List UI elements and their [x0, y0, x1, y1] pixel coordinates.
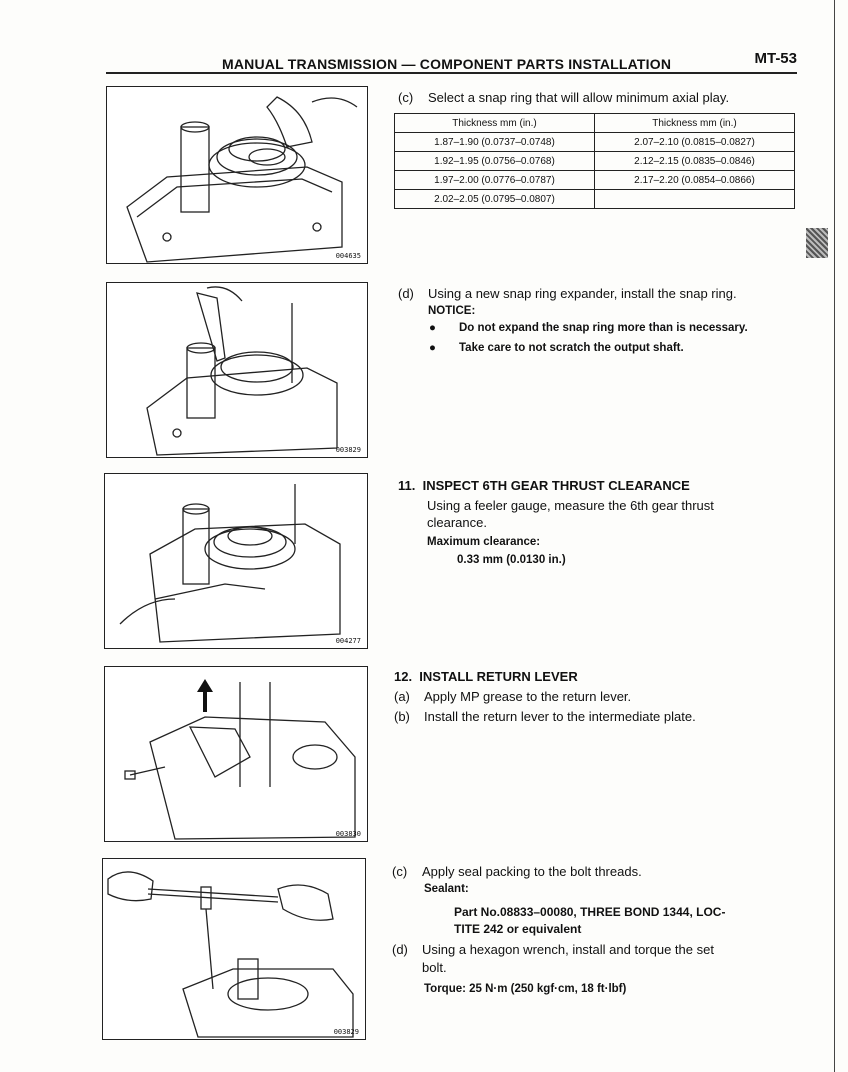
table-header-row	[395, 114, 795, 133]
table-row	[395, 190, 795, 209]
header-rule	[106, 72, 797, 74]
step-12-b	[394, 708, 696, 726]
table-cell: 2.07–2.10 (0.0815–0.0827)	[595, 133, 795, 152]
figure-code: 004635	[335, 252, 361, 260]
column-header: Thickness mm (in.)	[595, 114, 795, 133]
table-row	[395, 133, 795, 152]
page-number: MT-53	[754, 50, 797, 67]
table-cell	[595, 190, 795, 209]
illustration-snap-ring-expander	[107, 283, 367, 457]
figure-code: 003829	[333, 1028, 359, 1036]
step-text: Using a new snap ring expander, install the snap ring.	[428, 286, 737, 301]
table-cell: 2.12–2.15 (0.0835–0.0846)	[595, 152, 795, 171]
section-tab-mark	[806, 228, 828, 258]
page-header	[222, 52, 797, 74]
table-cell: 2.17–2.20 (0.0854–0.0866)	[595, 171, 795, 190]
step-label: (a)	[394, 689, 410, 704]
sealant-part-line-1: Part No.08833–00080, THREE BOND 1344, LOC-	[454, 905, 726, 919]
figure-return-lever	[104, 666, 368, 842]
snap-ring-thickness-table	[394, 113, 795, 209]
bullet-dot: ●	[429, 322, 436, 334]
figure-thrust-clearance	[104, 473, 368, 649]
step-11-heading: 11. INSPECT 6TH GEAR THRUST CLEARANCE	[398, 478, 690, 493]
torque-spec: Torque: 25 N·m (250 kgf·cm, 18 ft·lbf)	[424, 983, 627, 995]
step-label: (d)	[392, 942, 408, 957]
notice-bullet	[429, 342, 684, 354]
step-d-line-2: bolt.	[422, 960, 447, 975]
step-12-a	[394, 688, 631, 706]
figure-snap-ring-install	[106, 282, 368, 458]
notice-label: NOTICE:	[428, 305, 476, 317]
step-12-heading: 12. INSTALL RETURN LEVER	[394, 669, 578, 684]
step-text: Install the return lever to the intermediate plate.	[424, 709, 696, 724]
table-cell: 1.97–2.00 (0.0776–0.0787)	[395, 171, 595, 190]
sealant-label: Sealant:	[424, 883, 469, 895]
step-d-install-snap-ring	[398, 285, 798, 303]
illustration-return-lever	[105, 667, 367, 841]
notice-bullet	[429, 322, 748, 334]
figure-code: 003829	[335, 446, 361, 454]
step-text: Using a hexagon wrench, install and torque the set	[422, 942, 714, 957]
max-clearance-label: Maximum clearance:	[427, 536, 541, 548]
bullet-text: Take care to not scratch the output shaft.	[459, 342, 684, 354]
illustration-hexagon-wrench	[103, 859, 365, 1039]
illustration-case-output-shaft	[107, 87, 367, 263]
table-cell: 2.02–2.05 (0.0795–0.0807)	[395, 190, 595, 209]
sealant-part-line-2: TITE 242 or equivalent	[454, 922, 582, 936]
table-cell: 1.92–1.95 (0.0756–0.0768)	[395, 152, 595, 171]
step-label: (d)	[398, 286, 414, 301]
step-text: Select a snap ring that will allow minimum axial play.	[428, 90, 730, 105]
bullet-dot: ●	[429, 342, 436, 354]
step-label: (c)	[398, 90, 414, 105]
table-row	[395, 152, 795, 171]
step-c-select-snap-ring	[398, 89, 798, 107]
figure-set-bolt-torque	[102, 858, 366, 1040]
column-header: Thickness mm (in.)	[395, 114, 595, 133]
max-clearance-value: 0.33 mm (0.0130 in.)	[457, 554, 566, 566]
figure-code: 004277	[335, 637, 361, 645]
step-text: Apply MP grease to the return lever.	[424, 689, 632, 704]
step-label: (c)	[392, 864, 408, 879]
step-11-line-1: Using a feeler gauge, measure the 6th gear thrust	[427, 498, 714, 513]
step-label: (b)	[394, 709, 410, 724]
figure-snap-ring-selection	[106, 86, 368, 264]
table-row	[395, 171, 795, 190]
step-d-hexagon-wrench	[392, 941, 714, 959]
figure-code: 003830	[335, 830, 361, 838]
step-11-line-2: clearance.	[427, 515, 487, 530]
step-c-seal-packing	[392, 863, 642, 881]
step-text: Apply seal packing to the bolt threads.	[422, 864, 642, 879]
bullet-text: Do not expand the snap ring more than is necessary.	[459, 322, 748, 334]
page-edge	[834, 0, 835, 1072]
illustration-feeler-gauge	[105, 474, 367, 648]
section-title: MANUAL TRANSMISSION — COMPONENT PARTS INSTALLATION	[222, 56, 672, 72]
table-cell: 1.87–1.90 (0.0737–0.0748)	[395, 133, 595, 152]
